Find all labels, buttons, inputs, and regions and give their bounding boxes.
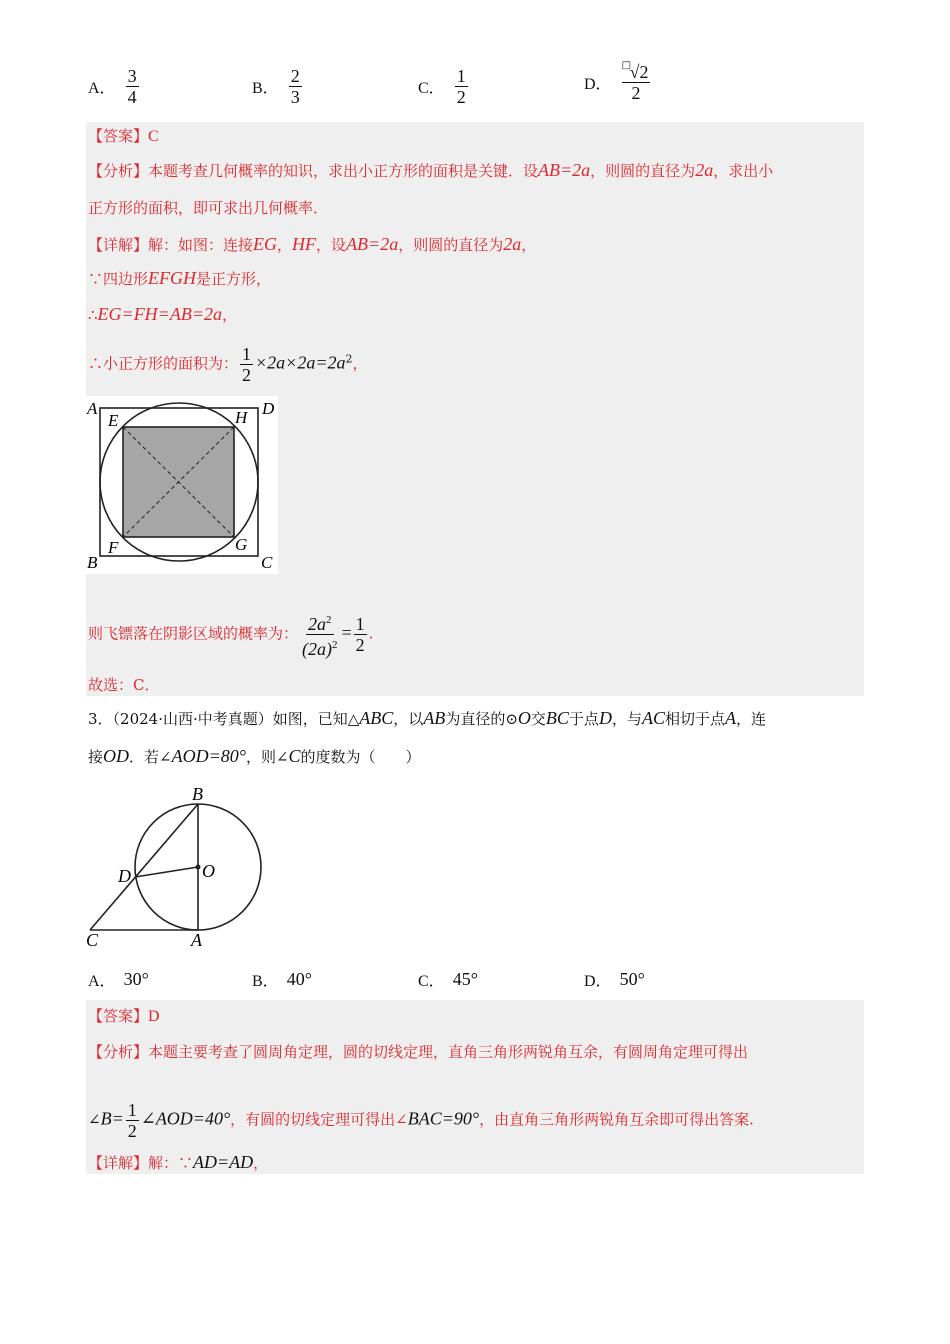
q3-figure-svg bbox=[84, 782, 274, 952]
q3-analysis-line2: ∠B= $\frac{1}{2}$ ∠AOD=40°，有圆的切线定理可得出∠BAC=90°，由直角三角形两锐角互余即可得出答案. bbox=[88, 1100, 754, 1141]
label-c: C bbox=[261, 553, 273, 572]
q3-option-a: A． 30° bbox=[88, 969, 149, 990]
q3-option-b: B． 40° bbox=[252, 969, 312, 990]
segment-od bbox=[135, 867, 198, 877]
label-d: D bbox=[118, 866, 131, 886]
q2-probability-line: 则飞镖落在阴影区域的概率为： $\frac{2a^2}{(2a)^2}$ = $\frac{1}{2}$ . bbox=[88, 610, 373, 659]
q2-analysis-line1: 【分析】本题考查几何概率的知识，求出小正方形的面积是关键．设AB=2a，则圆的直径为2a，求出小 bbox=[88, 160, 774, 180]
label-b: B bbox=[192, 784, 203, 804]
q2-detail-line4: ∴小正方形的面积为： $\frac{1}{2}$ $\times 2a\times 2a=2a^2$， bbox=[88, 344, 368, 385]
q2-option-b-fraction: $\frac{2}{3}$ bbox=[290, 66, 300, 107]
q2-detail-line3: ∴EG=FH=AB=2a， bbox=[88, 304, 237, 324]
label-b: B bbox=[87, 553, 98, 572]
q3-stem-line1: 3．（2024·山西·中考真题）如图，已知△ABC，以AB为直径的⊙O交BC于点D，与AC相切于点A，连 bbox=[88, 708, 766, 728]
q2-detail-line2: ∵四边形EFGH是正方形， bbox=[88, 268, 272, 288]
q2-option-c: C． $\frac{1}{2}$ bbox=[418, 66, 466, 107]
q2-answer-line: 【答案】C bbox=[88, 127, 159, 145]
q3-answer-line: 【答案】D bbox=[88, 1007, 160, 1025]
q3-option-d: D． 50° bbox=[584, 969, 645, 990]
q3-circle-tangent-figure bbox=[84, 782, 274, 952]
line-cb bbox=[90, 804, 198, 930]
q3-option-c: C． 45° bbox=[418, 969, 478, 990]
label-d: D bbox=[262, 399, 275, 418]
label-h: H bbox=[235, 408, 248, 427]
label-e: E bbox=[108, 411, 119, 430]
q2-figure-svg bbox=[86, 396, 278, 574]
q2-option-a-fraction: $\frac{3}{4}$ bbox=[127, 66, 137, 107]
q2-square-circle-figure bbox=[86, 396, 278, 574]
q2-option-a: A． $\frac{3}{4}$ bbox=[88, 66, 137, 107]
label-g: G bbox=[235, 535, 248, 554]
q2-option-c-fraction: $\frac{1}{2}$ bbox=[456, 66, 466, 107]
label-a: A bbox=[87, 399, 98, 418]
label-c: C bbox=[86, 930, 99, 950]
label-f: F bbox=[108, 538, 119, 557]
q3-stem-line2: 接OD．若∠AOD=80°，则∠C的度数为（ ） bbox=[88, 746, 421, 766]
q3-analysis-line1: 【分析】本题主要考查了圆周角定理，圆的切线定理，直角三角形两锐角互余，有圆周角定理可得出 bbox=[88, 1043, 749, 1061]
q2-analysis-line2: 正方形的面积，即可求出几何概率． bbox=[88, 199, 329, 217]
q3-solution-box bbox=[86, 1000, 864, 1174]
q2-choose-line: 故选：C． bbox=[88, 676, 160, 694]
label-a: A bbox=[191, 930, 202, 950]
q2-option-d: D． □ $\frac{√2}{2}$ bbox=[584, 60, 649, 103]
center-dot bbox=[196, 865, 201, 870]
q2-option-b: B． $\frac{2}{3}$ bbox=[252, 66, 300, 107]
q2-option-d-fraction: $\frac{√2}{2}$ bbox=[622, 62, 651, 103]
q3-detail-line1: 【详解】解：∵AD=AD， bbox=[88, 1152, 269, 1172]
q2-detail-line1: 【详解】解：如图：连接EG，HF，设AB=2a，则圆的直径为2a， bbox=[88, 234, 537, 254]
label-o: O bbox=[202, 861, 215, 881]
